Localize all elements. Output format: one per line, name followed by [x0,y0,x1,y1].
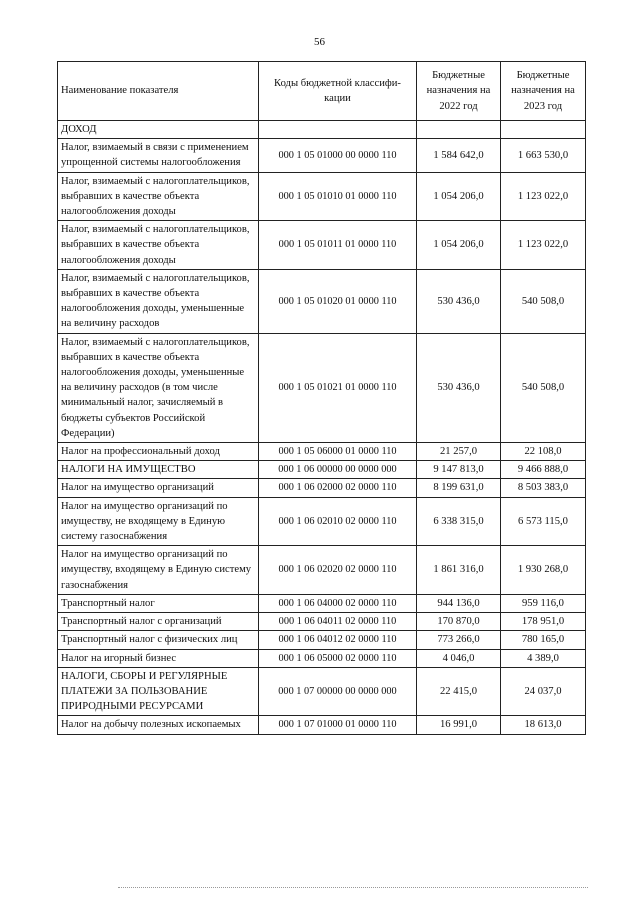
row-code: 000 1 06 04012 02 0000 110 [259,631,417,649]
row-name: Транспортный налог с физических лиц [58,631,259,649]
table-row [58,613,586,631]
row-code: 000 1 05 01000 00 0000 110 [259,139,417,172]
row-value-2023: 959 116,0 [501,594,586,612]
row-value-2023: 18 613,0 [501,716,586,734]
row-value-2022: 22 415,0 [417,667,501,716]
header-2022: Бюджетные назначения на 2022 год [417,62,501,121]
row-name: Налог, взимаемый в связи с применением упрощенной системы налогообложения [58,139,259,172]
row-value-2023: 1 930 268,0 [501,546,586,595]
row-code: 000 1 07 01000 01 0000 110 [259,716,417,734]
budget-table [57,61,586,735]
row-name: Налог, взимаемый с налогоплательщиков, выбравших в качестве объекта налогообложения доходы [58,172,259,221]
row-value-2023: 22 108,0 [501,443,586,461]
row-value-2022: 6 338 315,0 [417,497,501,546]
row-value-2022: 16 991,0 [417,716,501,734]
table-header-row [58,62,586,121]
row-value-2023: 178 951,0 [501,613,586,631]
row-value-2022: 1 054 206,0 [417,221,501,270]
row-code: 000 1 06 04000 02 0000 110 [259,594,417,612]
table-row [58,546,586,595]
header-2023: Бюджетные назначения на 2023 год [501,62,586,121]
row-code: 000 1 05 01021 01 0000 110 [259,333,417,442]
section-row [58,121,586,139]
row-code: 000 1 07 00000 00 0000 000 [259,667,417,716]
row-value-2023: 1 663 530,0 [501,139,586,172]
row-value-2023: 9 466 888,0 [501,461,586,479]
table-row [58,172,586,221]
row-name: Налог, взимаемый с налогоплательщиков, выбравших в качестве объекта налогообложения доходы, уменьшенные на величину расходов [58,269,259,333]
row-value-2023: 8 503 383,0 [501,479,586,497]
table-row [58,667,586,716]
row-code: 000 1 06 02010 02 0000 110 [259,497,417,546]
row-code: 000 1 05 01010 01 0000 110 [259,172,417,221]
table-row [58,221,586,270]
row-name: Налог на имущество организаций по имуществу, не входящему в Единую систему газоснабжения [58,497,259,546]
row-value-2022: 8 199 631,0 [417,479,501,497]
table-row [58,333,586,442]
row-name: Налог на профессиональный доход [58,443,259,461]
row-code: 000 1 06 02020 02 0000 110 [259,546,417,595]
row-name: Транспортный налог с организаций [58,613,259,631]
row-value-2023: 24 037,0 [501,667,586,716]
table-row [58,269,586,333]
row-value-2022: 1 054 206,0 [417,172,501,221]
table-row [58,139,586,172]
row-name: Транспортный налог [58,594,259,612]
row-name: Налог на игорный бизнес [58,649,259,667]
section-title: ДОХОД [58,121,259,139]
row-name: Налог, взимаемый с налогоплательщиков, выбравших в качестве объекта налогообложения доходы, уменьшенные на величину расходов (в том числе минимальный налог, зачисляемый в бюджеты субъектов Российской Федерации) [58,333,259,442]
row-value-2023: 540 508,0 [501,333,586,442]
row-value-2022: 4 046,0 [417,649,501,667]
bottom-rule [118,887,588,888]
table-row [58,631,586,649]
table-row [58,497,586,546]
row-name: Налог на добычу полезных ископаемых [58,716,259,734]
table-row [58,443,586,461]
row-name: Налог на имущество организаций по имуществу, входящему в Единую систему газоснабжения [58,546,259,595]
row-value-2022: 944 136,0 [417,594,501,612]
row-value-2023: 6 573 115,0 [501,497,586,546]
table-row [58,716,586,734]
row-code: 000 1 06 00000 00 0000 000 [259,461,417,479]
row-code: 000 1 06 05000 02 0000 110 [259,649,417,667]
row-value-2023: 1 123 022,0 [501,172,586,221]
row-code: 000 1 05 01011 01 0000 110 [259,221,417,270]
row-code: 000 1 06 04011 02 0000 110 [259,613,417,631]
row-name: НАЛОГИ, СБОРЫ И РЕГУЛЯРНЫЕ ПЛАТЕЖИ ЗА ПОЛЬЗОВАНИЕ ПРИРОДНЫМИ РЕСУРСАМИ [58,667,259,716]
row-code: 000 1 05 01020 01 0000 110 [259,269,417,333]
table-row [58,649,586,667]
row-value-2022: 773 266,0 [417,631,501,649]
table-row [58,594,586,612]
row-value-2023: 1 123 022,0 [501,221,586,270]
row-name: НАЛОГИ НА ИМУЩЕСТВО [58,461,259,479]
row-code: 000 1 05 06000 01 0000 110 [259,443,417,461]
table-row [58,461,586,479]
row-name: Налог, взимаемый с налогоплательщиков, выбравших в качестве объекта налогообложения доходы [58,221,259,270]
page-number: 56 [314,36,325,48]
row-code: 000 1 06 02000 02 0000 110 [259,479,417,497]
header-code: Коды бюджетной классифи-кации [259,62,417,121]
row-name: Налог на имущество организаций [58,479,259,497]
row-value-2022: 1 584 642,0 [417,139,501,172]
row-value-2022: 530 436,0 [417,269,501,333]
row-value-2023: 540 508,0 [501,269,586,333]
table-row [58,479,586,497]
row-value-2022: 1 861 316,0 [417,546,501,595]
row-value-2022: 21 257,0 [417,443,501,461]
row-value-2022: 9 147 813,0 [417,461,501,479]
row-value-2022: 170 870,0 [417,613,501,631]
row-value-2022: 530 436,0 [417,333,501,442]
header-name: Наименование показателя [58,62,259,121]
row-value-2023: 4 389,0 [501,649,586,667]
row-value-2023: 780 165,0 [501,631,586,649]
